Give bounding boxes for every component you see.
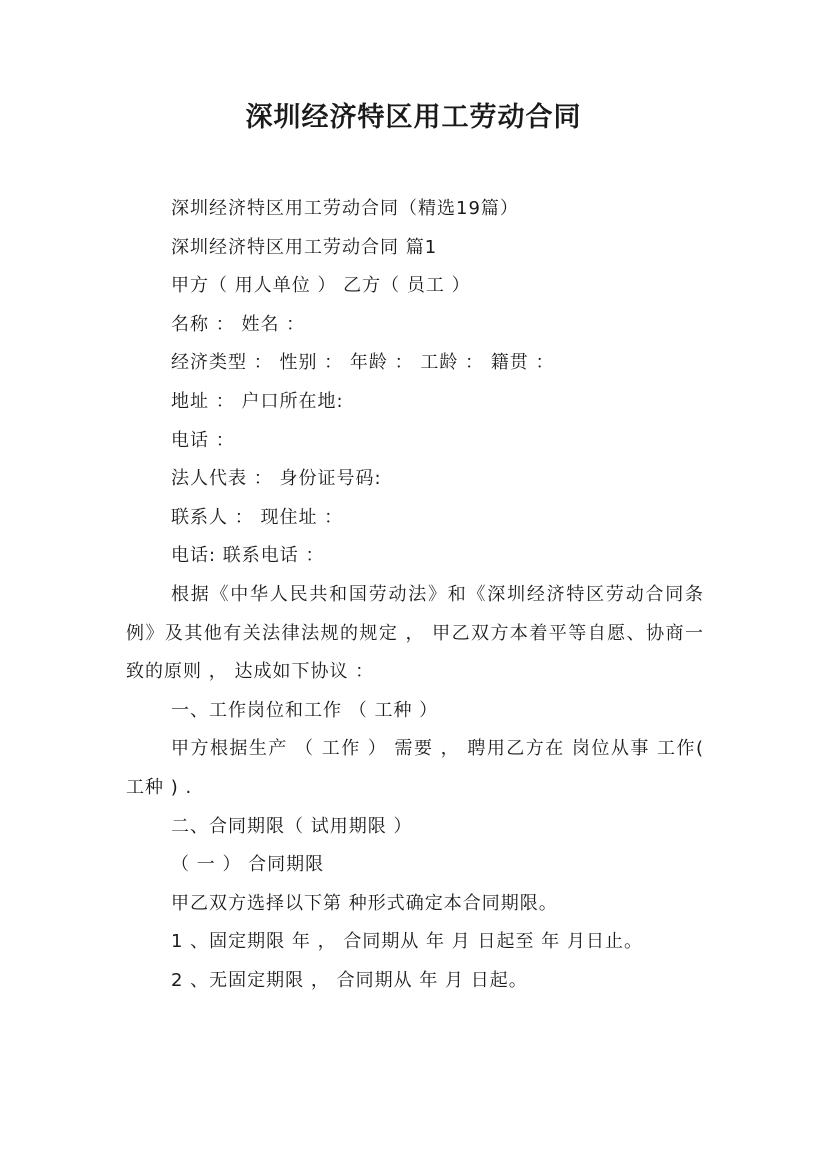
paragraph-legal-basis: 根据《中华人民共和国劳动法》和《深圳经济特区劳动合同条例》及其他有关法律法规的规定 ， 甲乙双方本着平等自愿、协商一致的原则 ， 达成如下协议 ： <box>126 583 704 683</box>
document-title: 深圳经济特区用工劳动合同 <box>245 102 582 133</box>
paragraph-section-one-heading: 一、工作岗位和工作 （ 工种 ） <box>171 699 439 721</box>
paragraph-contact-phone-field: 电话: 联系电话 ： <box>171 545 325 567</box>
paragraph-contact-field: 联系人 ： 现住址 ： <box>171 506 344 528</box>
document-body <box>126 190 711 1000</box>
paragraph-fixed-term: 1 、固定期限 年 ， 合同期从 年 月 日起至 年 月日止。 <box>171 931 643 953</box>
paragraph-job-assignment: 甲方根据生产 （ 工作 ） 需要 ， 聘用乙方在 岗位从事 工作( 工种 ) . <box>126 738 711 798</box>
paragraph-economic-type-field: 经济类型 ： 性别 ： 年龄 ： 工龄 ： 籍贯 ： <box>171 352 555 374</box>
paragraph-address-field: 地址 ： 户口所在地: <box>171 390 344 412</box>
paragraph-phone-field: 电话 ： <box>171 429 235 451</box>
paragraph-article-heading: 深圳经济特区用工劳动合同 篇1 <box>171 236 438 258</box>
paragraph-term-choice: 甲乙双方选择以下第 种形式确定本合同期限。 <box>171 892 558 914</box>
paragraph-section-two-heading: 二、合同期限（ 试用期限 ） <box>171 815 413 837</box>
paragraph-collection-heading: 深圳经济特区用工劳动合同（精选19篇） <box>171 198 519 219</box>
paragraph-subsection-one-heading: （ 一 ） 合同期限 <box>171 854 325 876</box>
paragraph-name-field: 名称 ： 姓名 ： <box>171 313 306 335</box>
paragraph-legal-rep-field: 法人代表 ： 身份证号码: <box>171 468 382 490</box>
paragraph-parties: 甲方（ 用人单位 ） 乙方（ 员工 ） <box>171 275 471 297</box>
paragraph-open-term: 2 、无固定期限 ， 合同期从 年 月 日起。 <box>171 969 528 991</box>
